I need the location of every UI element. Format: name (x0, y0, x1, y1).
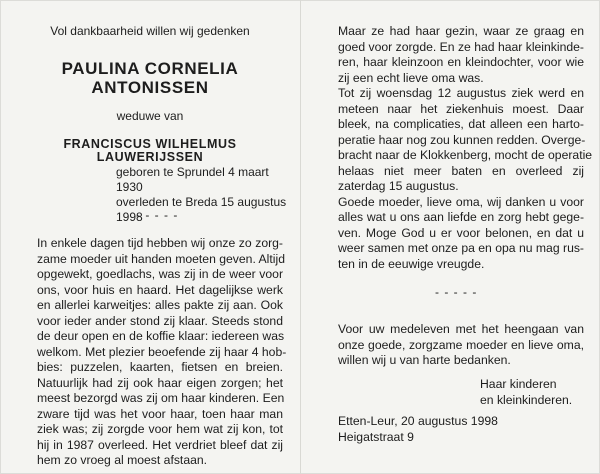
text-line: zij een echt lieve oma was. (338, 70, 484, 85)
text-line: alles wat u ons aan liefde en zorg hebt gege- (338, 210, 584, 224)
widow-of-label: weduwe van (116, 109, 184, 123)
text-line: zware tijd was het voor haar, toen haar man (37, 406, 283, 421)
text-line: zaterdag 15 augustus. (338, 179, 459, 193)
place-and-address (338, 414, 578, 445)
text-line: ten in de eeuwige vreugde. (338, 256, 485, 271)
text-line: meest bezorgd was zij om haar kinderen. Een (37, 391, 285, 405)
text-line: peratie haar nog zou kunnen redden. Overge- (338, 132, 586, 147)
text-line: helaas niet meer baten en overleed zij (338, 163, 584, 178)
text-line: hem zo vroeg al moest afstaan. (37, 453, 208, 467)
text-line: en allerlei karweitjes: alles pakte zij aan. Ook (37, 298, 283, 312)
text-line: bracht naar de Klokkenberg, mocht de operatie (338, 148, 593, 162)
text-line: ons, voor huis en haard. Het dagelijkse werk (37, 282, 283, 297)
signature-line-1: Haar kinderen (480, 377, 557, 391)
text-line: opgewekt, goedlachs, was zij in de weer voor (37, 267, 283, 281)
text-line: ziek was; zij zorgde voor hem wat zij kon, tot (37, 422, 283, 436)
right-divider: - - - - - (435, 285, 478, 299)
text-line: Goede moeder, lieve oma, wij danken u voor (338, 194, 584, 209)
place-date: Etten-Leur, 20 augustus 1998 (338, 414, 498, 428)
text-line: goed voor zorgde. En ze had haar kleinkinde- (338, 39, 584, 54)
husband-first-names: FRANCISCUS WILHELMUS (63, 137, 237, 151)
left-text-block (37, 236, 287, 469)
text-line: bleek, na complicaties, dat alleen een harto- (338, 117, 584, 131)
signature-line-2: en kleinkinderen. (480, 392, 573, 407)
husband-last-name: LAUWERIJSSEN (96, 150, 204, 164)
text-line: zame moeder uit handen moeten geven. Altijd (37, 251, 285, 266)
text-line: Natuurlijk had zij ook haar eigen zorgen; het (37, 375, 283, 390)
text-line: hij in 1987 overleed. Het verdriet bleef dat zij (37, 437, 283, 452)
thanks-block (338, 322, 584, 369)
died-line: overleden te Breda 15 augustus 1998 (116, 195, 287, 224)
signature (480, 377, 590, 408)
right-page (300, 0, 600, 474)
deceased-last-name: ANTONISSEN (91, 78, 209, 97)
text-line: bies: puzzelen, kaarten, fietsen en breien. (37, 360, 283, 374)
text-line: ven. Moge God u er voor belonen, en dat u (338, 225, 584, 240)
text-line: Voor uw medeleven met het heengaan van (338, 322, 584, 336)
text-line: welkom. Met plezier beoefende zij haar 4 hob- (37, 344, 287, 359)
address: Heigatstraat 9 (338, 429, 414, 444)
text-line: Maar ze had haar gezin, waar ze graag en (338, 24, 584, 38)
text-line: In enkele dagen tijd hebben wij onze zo zorg- (37, 236, 283, 250)
right-text-block (338, 24, 593, 272)
deceased-first-names: PAULINA CORNELIA (61, 59, 239, 78)
text-line: ren, haar kleinzoon en kleindochter, voor wie (338, 55, 584, 69)
text-line: de deur open en de koffie klaar: iedereen was (37, 329, 285, 343)
text-line: voor ieder ander stond zij klaar. Steeds stond (37, 313, 283, 328)
born-line: geboren te Sprundel 4 maart 1930 (116, 165, 269, 194)
text-line: weer samen met onze pa en opa nu mag rus- (338, 241, 584, 255)
text-line: willen wij u van harte bedanken. (338, 353, 511, 367)
text-line: meteen naar het ziekenhuis moest. Daar (338, 101, 584, 116)
text-line: onze goede, zorgzame moeder en lieve oma, (338, 337, 584, 352)
text-line: Tot zij woensdag 12 augustus ziek werd en (338, 86, 584, 100)
intro-text: Vol dankbaarheid willen wij gedenken (50, 24, 250, 38)
left-divider: - - - - - (136, 208, 179, 222)
